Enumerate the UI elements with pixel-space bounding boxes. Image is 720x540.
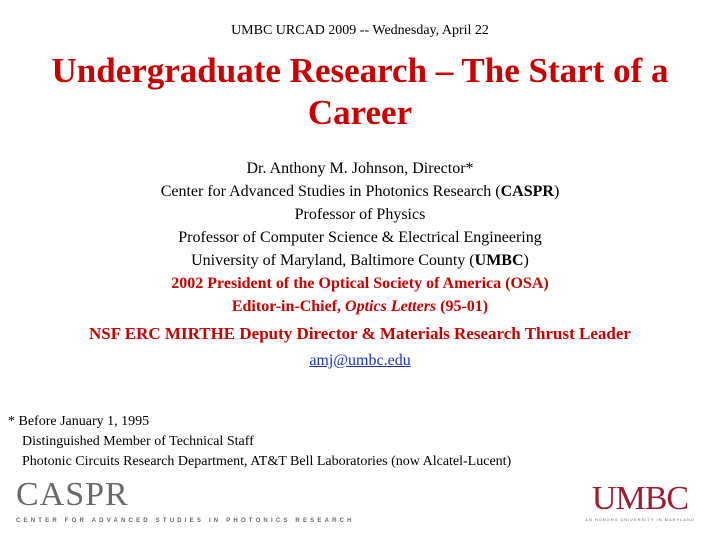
speaker-name: Dr. Anthony M. Johnson, Director* (246, 160, 474, 177)
physics-title: Professor of Physics (294, 206, 426, 223)
nsf-erc-line: NSF ERC MIRTHE Deputy Director & Materials Research Thrust Leader (89, 324, 631, 343)
editor-journal: Optics Letters (345, 298, 437, 315)
university-suffix: ) (523, 252, 529, 269)
osa-president: 2002 President of the Optical Society of America (OSA) (171, 275, 549, 292)
speaker-bio (0, 157, 720, 372)
center-prefix: Center for Advanced Studies in Photonics Research ( (160, 183, 501, 200)
umbc-logo-word: UMBC (591, 480, 689, 517)
slide-title: Undergraduate Research – The Start of a Career (51, 51, 669, 132)
footnote-line-1: * Before January 1, 1995 (8, 414, 150, 429)
caspr-logo-word: CASPR (16, 476, 129, 513)
center-line (0, 180, 720, 203)
footnote-line-2: Distinguished Member of Technical Staff (22, 434, 254, 449)
university-abbr: UMBC (474, 252, 524, 269)
center-abbr: CASPR (500, 183, 554, 200)
editor-prefix: Editor-in-Chief, (231, 298, 346, 315)
email-link[interactable]: amj@umbc.edu (309, 352, 411, 369)
footnote-line-3: Photonic Circuits Research Department, AT&T Bell Laboratories (now Alcatel-Lucent) (22, 454, 512, 469)
university-line (0, 249, 720, 272)
email-line (0, 349, 720, 372)
caspr-logo-tagline: CENTER FOR ADVANCED STUDIES IN PHOTONICS RESEARCH (16, 518, 355, 524)
center-suffix: ) (553, 183, 560, 200)
editor-line (0, 295, 720, 318)
cs-ee-title: Professor of Computer Science & Electrical Engineering (178, 229, 542, 246)
caspr-logo (16, 476, 355, 524)
footnote (8, 412, 708, 472)
event-header: UMBC URCAD 2009 -- Wednesday, April 22 (231, 23, 489, 38)
umbc-logo-tagline: AN HONORS UNIVERSITY IN MARYLAND (585, 517, 695, 522)
editor-suffix: (95-01) (436, 298, 489, 315)
university-prefix: University of Maryland, Baltimore County ( (191, 252, 475, 269)
umbc-logo (580, 482, 700, 528)
